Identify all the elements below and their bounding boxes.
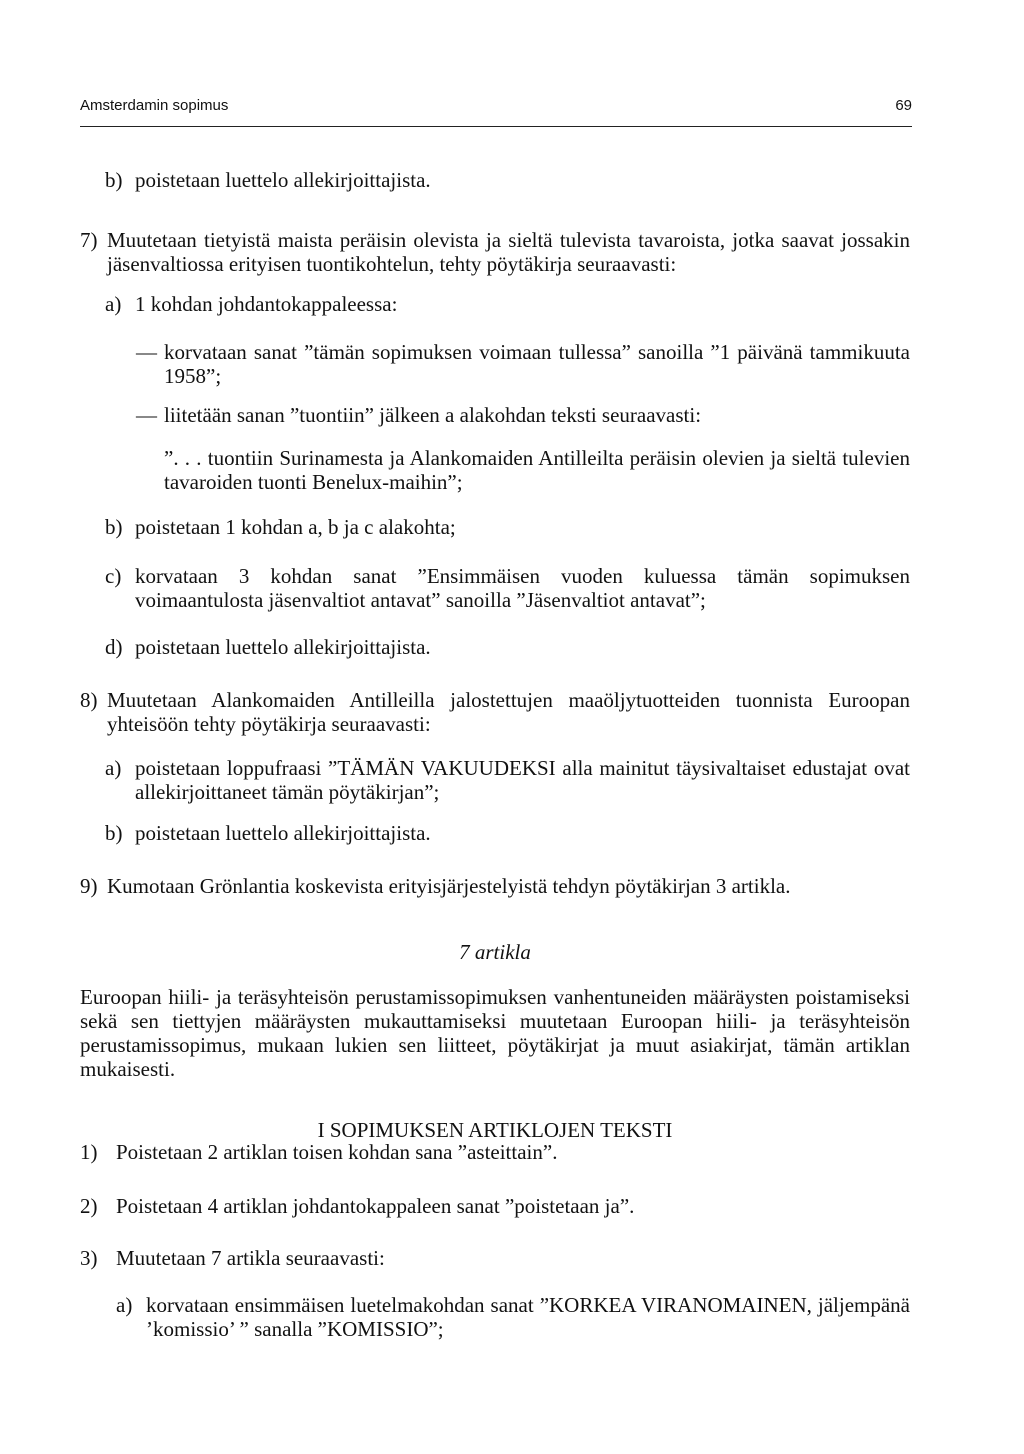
item-text: Muutetaan tietyistä maista peräisin olevista ja sieltä tulevista tavaroista, jotka saavat jossakin jäsenvaltiossa erityisen tuontikohtelun, tehty pöytäkirja seuraavasti: — [107, 228, 910, 276]
list-item-s3a — [116, 1293, 910, 1341]
item-text: poistetaan 1 kohdan a, b ja c alakohta; — [135, 515, 456, 539]
item-label: 1) — [80, 1140, 98, 1164]
list-item-9 — [80, 874, 910, 898]
item-label: d) — [105, 635, 123, 659]
list-item-8a — [105, 756, 910, 804]
article-7-heading: 7 artikla — [459, 940, 531, 964]
item-text: poistetaan luettelo allekirjoittajista. — [135, 821, 431, 845]
item-label: a) — [116, 1293, 133, 1317]
list-item-7c — [105, 564, 910, 612]
quoted-text: ”. . . tuontiin Surinamesta ja Alankomaiden Antilleilta peräisin olevien ja sieltä tulevien tavaroiden tuonti Benelux-maihin”; — [164, 446, 910, 494]
list-item-s2 — [80, 1194, 910, 1218]
page-number: 69 — [895, 97, 912, 114]
item-text: korvataan ensimmäisen luetelmakohdan sanat ”KORKEA VIRANOMAINEN, jäljempänä ’komissio’ ” sanalla ”KOMISSIO”; — [146, 1293, 910, 1341]
item-text: liitetään sanan ”tuontiin” jälkeen a alakohdan teksti seuraavasti: — [164, 403, 702, 427]
item-text: Muutetaan 7 artikla seuraavasti: — [116, 1246, 385, 1270]
item-label: b) — [105, 515, 123, 539]
list-item-b-signatories — [105, 168, 910, 192]
running-header — [80, 96, 912, 127]
item-text: Poistetaan 4 artiklan johdantokappaleen sanat ”poistetaan ja”. — [116, 1194, 635, 1218]
item-label: 3) — [80, 1246, 98, 1270]
item-label: b) — [105, 168, 123, 192]
item-label: c) — [105, 564, 122, 588]
item-text: korvataan 3 kohdan sanat ”Ensimmäisen vuoden kuluessa tämän sopimuksen voimaantulosta jäsenvaltiot antavat” sanoilla ”Jäsenvaltiot antavat”; — [135, 564, 910, 612]
dash-label: — — [136, 403, 157, 427]
list-item-8 — [80, 688, 910, 736]
section-heading: I SOPIMUKSEN ARTIKLOJEN TEKSTI — [317, 1118, 673, 1142]
list-item-s1 — [80, 1140, 910, 1164]
dash-label: — — [136, 340, 157, 364]
item-label: 7) — [80, 228, 98, 252]
item-text: poistetaan luettelo allekirjoittajista. — [135, 168, 431, 192]
item-text: poistetaan luettelo allekirjoittajista. — [135, 635, 431, 659]
item-label: a) — [105, 292, 122, 316]
item-text: Muutetaan Alankomaiden Antilleilla jalostettujen maaöljytuotteiden tuonnista Euroopan yhteisöön tehty pöytäkirja seuraavasti: — [107, 688, 910, 736]
list-item-7a — [105, 292, 910, 316]
list-item-7b — [105, 515, 910, 539]
item-label: 2) — [80, 1194, 98, 1218]
item-label: 9) — [80, 874, 98, 898]
item-text: korvataan sanat ”tämän sopimuksen voimaan tullessa” sanoilla ”1 päivänä tammikuuta 1958”; — [164, 340, 910, 388]
dash-item-2 — [136, 403, 910, 427]
dash-item-1 — [136, 340, 910, 388]
item-text: 1 kohdan johdantokappaleessa: — [135, 292, 398, 316]
item-label: a) — [105, 756, 122, 780]
list-item-7d — [105, 635, 910, 659]
list-item-8b — [105, 821, 910, 845]
header-title: Amsterdamin sopimus — [80, 97, 229, 114]
item-text: Kumotaan Grönlantia koskevista erityisjärjestelyistä tehdyn pöytäkirjan 3 artikla. — [107, 874, 791, 898]
list-item-7 — [80, 228, 910, 276]
item-label: 8) — [80, 688, 98, 712]
item-text: poistetaan loppufraasi ”TÄMÄN VAKUUDEKSI alla mainitut täysivaltaiset edustajat ovat allekirjoittaneet tämän pöytäkirjan”; — [135, 756, 910, 804]
item-text: Poistetaan 2 artiklan toisen kohdan sana ”asteittain”. — [116, 1140, 558, 1164]
item-label: b) — [105, 821, 123, 845]
article-7-body: Euroopan hiili- ja teräsyhteisön perustamissopimuksen vanhentuneiden määräysten poistamiseksi sekä sen tiettyjen määräysten mukauttamiseksi muutetaan Euroopan hiili- ja teräsyhteisön perustamissopimus, mukaan lukien sen liitteet, pöytäkirjat ja muut asiakirjat, tämän artiklan mukaisesti. — [80, 985, 910, 1081]
list-item-s3 — [80, 1246, 910, 1270]
